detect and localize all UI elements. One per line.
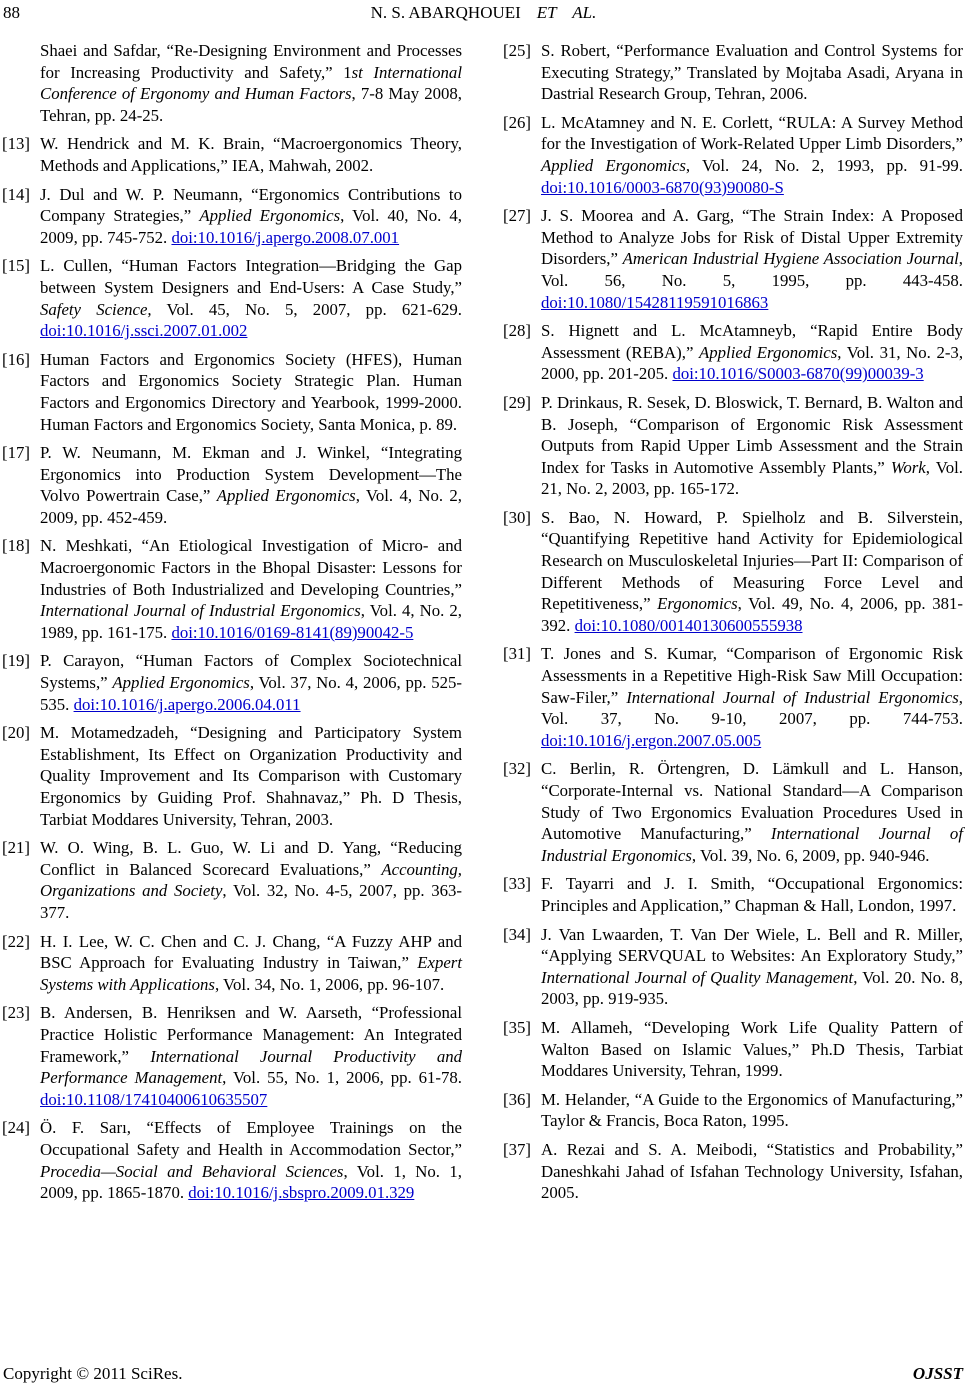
reference-text xyxy=(541,321,963,383)
reference-text xyxy=(40,838,462,922)
reference-number: [32] xyxy=(503,759,531,779)
reference-number: [35] xyxy=(503,1017,531,1037)
reference-text-segment: Safety Science, xyxy=(40,299,152,319)
doi-link[interactable]: doi:10.1016/0169-8141(89)90042-5 xyxy=(171,622,414,642)
reference-text-segment: , Vol. 37, No. 4, 2006, pp. 525-535. xyxy=(40,673,462,714)
reference-number: [37] xyxy=(503,1139,531,1159)
reference-text xyxy=(541,41,963,103)
reference-text-segment: , Vol. 55, No. 1, 2006, pp. 61-78. xyxy=(222,1068,462,1088)
reference-number: [21] xyxy=(2,838,30,858)
reference-entry xyxy=(503,507,963,637)
reference-text-segment: A. Rezai and S. A. Meibodi, “Statistics and Probability,” Daneshkahi Jahad of Isfahan Technology University, Isfahan, 2005. xyxy=(541,1139,963,1203)
reference-text-segment: P. Carayon, “Human Factors of Complex Sociotechnical Systems,” xyxy=(40,651,462,693)
reference-text-segment: J. Dul and W. P. Neumann, “Ergonomics Contributions to Company Strategies,” xyxy=(40,184,462,226)
reference-text-segment: H. I. Lee, W. C. Chen and C. J. Chang, “A Fuzzy AHP and BSC Approach for Evaluating Industry in Taiwan,” xyxy=(40,931,462,973)
reference-number: [14] xyxy=(2,184,30,204)
reference-text-segment: International Journal of Industrial Ergonomics xyxy=(40,601,361,621)
reference-entry xyxy=(503,205,963,313)
reference-number: [18] xyxy=(2,536,30,556)
reference-text xyxy=(40,134,462,175)
reference-number: [20] xyxy=(2,723,30,743)
reference-text xyxy=(541,113,963,197)
reference-text-segment: Applied Ergonomics xyxy=(199,206,341,226)
reference-number: [25] xyxy=(503,41,531,60)
reference-text xyxy=(40,41,462,125)
reference-text-segment: International Journal Productivity and Performance Management xyxy=(40,1046,462,1088)
reference-text-segment: , 7-8 May 2008, Tehran, pp. 24-25. xyxy=(40,84,462,125)
reference-text xyxy=(40,1118,462,1202)
reference-text-segment: Shaei and Safdar, “Re-Designing Environment and Processes for Increasing Productivity and Safety,” 1 xyxy=(40,41,462,82)
reference-entry xyxy=(503,924,963,1010)
reference-text xyxy=(541,874,963,915)
reference-number: [34] xyxy=(503,924,531,944)
reference-entry xyxy=(2,535,462,643)
doi-link[interactable]: doi:10.1080/00140130600555938 xyxy=(574,615,803,635)
reference-text-segment: , Vol. 34, No. 1, 2006, pp. 96-107. xyxy=(214,974,445,994)
doi-link[interactable]: doi:10.1016/j.apergo.2006.04.011 xyxy=(73,694,301,714)
reference-text-segment: Human Factors and Ergonomics Society (HFES), Human Factors and Ergonomics Society Strategic Plan. Human Factors and Ergonomics Directory and Yearbook, 1999-2000. Human Factors and Ergonomics Society, Santa Monica, p. 89. xyxy=(40,349,462,434)
reference-text xyxy=(40,185,462,247)
reference-text-segment: , Vol. 4, No. 2, 2009, pp. 452-459. xyxy=(40,486,462,527)
reference-text-segment: , Vol. 39, No. 6, 2009, pp. 940-946. xyxy=(691,845,930,865)
reference-entry xyxy=(503,758,963,866)
reference-text-segment: Ergonomics xyxy=(657,594,738,614)
reference-text-segment: , Vol. 49, No. 4, 2006, pp. 381- 392. xyxy=(541,594,963,635)
reference-number: [22] xyxy=(2,931,30,951)
running-title xyxy=(0,3,967,23)
page-footer xyxy=(3,1364,963,1384)
reference-text-segment: P. W. Neumann, M. Ekman and J. Winkel, “Integrating Ergonomics into Production System Development—The Volvo Powertrain Case,” xyxy=(40,443,462,506)
reference-text-segment: Accounting, Organizations and Society xyxy=(40,859,462,901)
reference-number: [16] xyxy=(2,349,30,369)
reference-entry xyxy=(503,643,963,751)
reference-text-segment: , Vol. 20. No. 8, 2003, pp. 919-935. xyxy=(541,967,963,1009)
reference-text-segment: S. Bao, N. Howard, P. Spielholz and B. Silverstein, “Quantifying Repetitive hand Activity for Epidemiological Research on Musculoskeletal Injuries—Part II: Comparison of Different Methods of Measuring Force Level and Repetitiveness,” xyxy=(541,507,963,614)
reference-text-segment: Ö. F. Sarı, “Effects of Employee Trainings on the Occupational Safety and Health in Accommodation Sector,” xyxy=(40,1118,462,1159)
reference-entry xyxy=(503,40,963,105)
reference-text-segment: J. Van Lwaarden, T. Van Der Wiele, L. Bell and R. Miller, “Applying SERVQUAL to Websites: An Exploratory Study,” xyxy=(541,924,963,966)
reference-entry xyxy=(503,392,963,500)
reference-text-segment: , Vol. 31, No. 2-3, 2000, pp. 201-205. xyxy=(541,342,964,384)
reference-text-segment: , Vol. 24, No. 2, 1993, pp. 91-99. xyxy=(685,155,964,175)
reference-text-segment: S. Hignett and L. McAtamneyb, “Rapid Entire Body Assessment (REBA),” xyxy=(541,321,963,362)
reference-text-segment: Applied Ergonomics xyxy=(112,673,250,693)
reference-text-segment: M. Allameh, “Developing Work Life Quality Pattern of Walton Based on Islamic Values,” Ph.D Thesis, Tarbiat Moddares University, Tehran, 1999. xyxy=(541,1017,963,1081)
reference-text xyxy=(541,1090,963,1131)
reference-text xyxy=(541,206,963,311)
reference-entry xyxy=(2,184,462,249)
copyright-text: Copyright © 2011 SciRes. xyxy=(3,1364,183,1383)
reference-text-segment: L. Cullen, “Human Factors Integration—Bridging the Gap between System Designers and End-Users: A Case Study,” xyxy=(40,256,462,297)
reference-text-segment: N. Meshkati, “An Etiological Investigation of Micro- and Macroergonomic Factors in the Bhopal Disaster: Lessons for Industries of Both Industrialized and Developing Countries,” xyxy=(40,536,462,599)
reference-number: [31] xyxy=(503,644,531,664)
reference-text xyxy=(541,759,963,864)
reference-text xyxy=(541,925,963,1009)
doi-link[interactable]: doi:10.1016/j.ssci.2007.01.002 xyxy=(40,321,248,341)
reference-number: [19] xyxy=(2,651,30,671)
journal-abbreviation: OJSST xyxy=(912,1364,963,1383)
reference-entry xyxy=(503,873,963,916)
reference-number: [28] xyxy=(503,321,531,341)
doi-link[interactable]: doi:10.1016/j.apergo.2008.07.001 xyxy=(171,227,400,247)
reference-text-segment: P. Drinkaus, R. Sesek, D. Bloswick, T. Bernard, B. Walton and B. Joseph, “Comparison of Ergonomic Risk Assessment Outputs from Rapid Upper Limb Assessment and the Strain Index for Tasks in Automotive Assembly Plants,” xyxy=(541,392,963,477)
reference-text xyxy=(541,1018,963,1080)
doi-link[interactable]: doi:10.1080/15428119591016863 xyxy=(541,292,769,312)
page-number: 88 xyxy=(3,3,20,22)
reference-number: [30] xyxy=(503,507,531,527)
reference-text-segment: Applied Ergonomics xyxy=(699,342,838,362)
reference-text-segment: F. Tayarri and J. I. Smith, “Occupational Ergonomics: Principles and Application,” Chapman & Hall, London, 1997. xyxy=(541,874,963,915)
doi-link[interactable]: doi:10.1016/j.sbspro.2009.01.329 xyxy=(188,1183,415,1203)
doi-link[interactable]: doi:10.1016/j.ergon.2007.05.005 xyxy=(541,730,762,750)
reference-text-segment: B. Andersen, B. Henriksen and W. Aarseth, “Professional Practice Holistic Performance Management: An Integrated Framework,” xyxy=(40,1003,462,1066)
reference-entry xyxy=(2,442,462,528)
reference-text-segment: International Journal of Industrial Ergonomics xyxy=(626,687,959,707)
reference-entry xyxy=(503,112,963,198)
reference-text-segment: S. Robert, “Performance Evaluation and Control Systems for Executing Strategy,” Translated by Mojtaba Asadi, Aryana in Dastrial Research Group, Tehran, 2006. xyxy=(541,41,963,104)
references-column-left xyxy=(2,40,462,1211)
reference-entry xyxy=(2,349,462,435)
reference-text-segment: L. McAtamney and N. E. Corlett, “RULA: A Survey Method for the Investigation of Work-Related Upper Limb Disorders,” xyxy=(541,112,963,154)
reference-number: [33] xyxy=(503,874,531,894)
reference-text-segment: M. Motamedzadeh, “Designing and Participatory System Establishment, Its Effect on Organization Productivity and Quality Improvement and Its Comparison with Customary Ergonomics by Guiding Prof. Shahnavaz,” Ph. D Thesis, Tarbiat Moddares University, Tehran, 2003. xyxy=(40,723,462,829)
references-section xyxy=(2,40,964,1211)
doi-link[interactable]: doi:10.1016/0003-6870(93)90080-S xyxy=(541,177,784,197)
reference-text-segment: , Vol. 37, No. 9-10, 2007, pp. 744-753. xyxy=(541,687,963,729)
reference-text-segment: , Vol. 1, No. 1, 2009, pp. 1865-1870. xyxy=(40,1161,462,1203)
reference-entry xyxy=(2,255,462,341)
doi-link[interactable]: doi:10.1108/17410400610635507 xyxy=(40,1089,268,1109)
running-title-authors: N. S. ABARQHOUEI xyxy=(370,3,521,22)
reference-number: [13] xyxy=(2,134,30,154)
reference-text-segment: International Journal of Quality Management xyxy=(541,967,854,987)
reference-text xyxy=(40,723,462,828)
reference-text-segment: , Vol. 56, No. 5, 1995, pp. 443-458. xyxy=(541,249,963,290)
reference-entry xyxy=(2,1117,462,1203)
reference-number: [24] xyxy=(2,1118,30,1138)
reference-text-segment: W. O. Wing, B. L. Guo, W. Li and D. Yang, “Reducing Conflict in Balanced Scorecard Evaluations,” xyxy=(40,838,462,879)
reference-text-segment: st International Conference of Ergonomy and Human Factors xyxy=(40,62,462,104)
reference-entry xyxy=(2,1002,462,1110)
reference-text xyxy=(40,651,462,713)
reference-number: [15] xyxy=(2,256,30,276)
reference-text-segment: J. S. Moorea and A. Garg, “The Strain Index: A Proposed Method to Analyze Jobs for Risk of Distal Upper Extremity Disorders,” xyxy=(541,206,963,269)
reference-text xyxy=(541,644,963,749)
reference-number: [17] xyxy=(2,443,30,463)
reference-text-segment: Work xyxy=(890,457,926,477)
reference-text-segment: , Vol. 21, No. 2, 2003, pp. 165-172. xyxy=(541,457,963,499)
reference-text-segment: Procedia—Social and Behavioral Sciences xyxy=(40,1161,344,1181)
reference-text-segment: , Vol. 40, No. 4, 2009, pp. 745-752. xyxy=(40,206,462,247)
reference-text-segment: C. Berlin, R. Örtengren, D. Lämkull and L. Hanson, “Corporate-Internal vs. National Standard—A Comparison Study of Two Ergonomics Evaluation Procedures Used in Automotive Manufacturing,” xyxy=(541,759,963,844)
reference-entry xyxy=(503,1139,963,1204)
reference-number: [27] xyxy=(503,206,531,226)
reference-text xyxy=(40,350,462,434)
reference-number: [36] xyxy=(503,1089,531,1109)
reference-text xyxy=(40,256,462,340)
page-header xyxy=(0,3,967,23)
reference-text-segment: Applied Ergonomics xyxy=(216,486,356,506)
reference-entry xyxy=(2,40,462,126)
reference-text xyxy=(40,536,462,641)
reference-text-segment: W. Hendrick and M. K. Brain, “Macroergonomics Theory, Methods and Applications,” IEA, Mahwah, 2002. xyxy=(40,134,462,175)
reference-entry xyxy=(503,1017,963,1082)
reference-number: [29] xyxy=(503,392,531,412)
reference-text-segment: M. Helander, “A Guide to the Ergonomics of Manufacturing,” Taylor & Francis, Boca Raton, 1995. xyxy=(541,1089,963,1131)
reference-text-segment: American Industrial Hygiene Association Journal xyxy=(622,249,959,269)
reference-entry xyxy=(2,837,462,923)
references-column-right xyxy=(503,40,963,1211)
reference-text xyxy=(541,508,963,635)
reference-text xyxy=(40,932,462,994)
reference-text xyxy=(40,443,462,527)
reference-entry xyxy=(2,931,462,996)
reference-entry xyxy=(503,320,963,385)
reference-text-segment: Expert Systems with Applications xyxy=(40,953,462,994)
reference-entry xyxy=(2,133,462,176)
reference-text xyxy=(40,1003,462,1108)
reference-text-segment: T. Jones and S. Kumar, “Comparison of Ergonomic Risk Assessments in a Repetitive High-Risk Saw Mill Occupation: Saw-Filer,” xyxy=(541,644,963,707)
reference-number: [26] xyxy=(503,112,531,132)
reference-number: [23] xyxy=(2,1003,30,1023)
reference-entry xyxy=(2,650,462,715)
reference-text-segment: , Vol. 4, No. 2, 1989, pp. 161-175. xyxy=(40,601,462,642)
reference-entry xyxy=(503,1089,963,1132)
doi-link[interactable]: doi:10.1016/S0003-6870(99)00039-3 xyxy=(672,364,924,384)
reference-text xyxy=(541,393,963,498)
reference-entry xyxy=(2,722,462,830)
running-title-etal: ET AL. xyxy=(536,3,597,22)
reference-text-segment: Applied Ergonomics xyxy=(541,155,686,175)
reference-text-segment: Vol. 45, No. 5, 2007, pp. 621-629. xyxy=(151,299,462,319)
reference-text-segment: International Journal of Industrial Ergonomics xyxy=(541,824,963,865)
reference-text xyxy=(541,1140,963,1202)
reference-text-segment: , Vol. 32, No. 4-5, 2007, pp. 363-377. xyxy=(40,881,462,922)
